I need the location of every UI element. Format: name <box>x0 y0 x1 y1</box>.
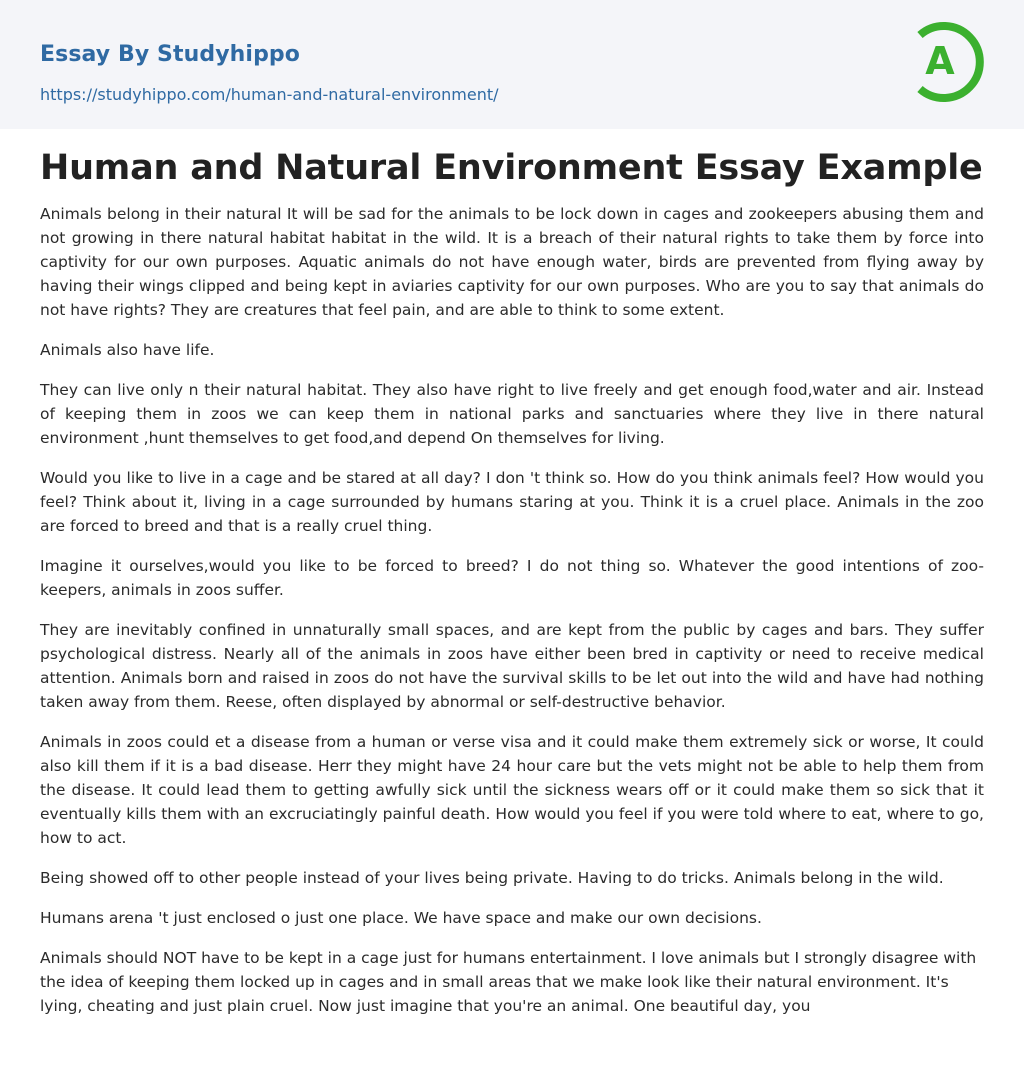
paragraph: Humans arena 't just enclosed o just one place. We have space and make our own decisions. <box>40 909 762 927</box>
paragraph: They can live only n their natural habitat. They also have right to live freely and get enough food,water and air. Instead of keeping them in zoos we can keep them in national parks and sanctuaries where they live in there natural environment ,hunt themselves to get food,and depend On themselves for living. <box>40 381 984 447</box>
site-header <box>0 0 1024 129</box>
page-title: Human and Natural Environment Essay Example <box>40 148 983 188</box>
paragraph: Animals belong in their natural It will be sad for the animals to be lock down in cages and zookeepers abusing them and not growing in there natural habitat habitat in the wild. It is a breach of their natural rights to take them by force into captivity for our own purposes. Aquatic animals do not have enough water, birds are prevented from flying away by having their wings clipped and being kept in aviaries captivity for our own purposes. Who are you to say that animals do not have rights? They are creatures that feel pain, and are able to think to some extent. <box>40 205 984 319</box>
paragraph: They are inevitably confined in unnaturally small spaces, and are kept from the public by cages and bars. They suffer psychological distress. Nearly all of the animals in zoos have either been bred in captivity or need to receive medical attention. Animals born and raised in zoos do not have the survival skills to be let out into the wild and have had nothing taken away from them. Reese, often displayed by abnormal or self-destructive behavior. <box>40 621 984 711</box>
article <box>40 140 984 1018</box>
paragraph: Being showed off to other people instead of your lives being private. Having to do tricks. Animals belong in the wild. <box>40 869 944 887</box>
paragraph: Imagine it ourselves,would you like to be forced to breed? I do not thing so. Whatever the good intentions of zoo-keepers, animals in zoos suffer. <box>40 557 984 599</box>
paragraph: Animals in zoos could et a disease from a human or verse visa and it could make them extremely sick or worse, It could also kill them if it is a bad disease. Herr they might have 24 hour care but the vets might not be able to help them from the disease. It could lead them to getting awfully sick until the sickness wears off or it could make them so sick that it eventually kills them with an excruciatingly painful death. How would you feel if you were told where to eat, where to go, how to act. <box>40 733 984 847</box>
paragraph: Animals should NOT have to be kept in a cage just for humans entertainment. I love animals but I strongly disagree with the idea of keeping them locked up in cages and in small areas that we make look like their natural environment. It's lying, cheating and just plain cruel. Now just imagine that you're an animal. One beautiful day, you <box>40 949 977 1015</box>
studyhippo-logo-icon[interactable] <box>908 17 988 107</box>
paragraph: Animals also have life. <box>40 341 215 359</box>
source-url-link[interactable]: https://studyhippo.com/human-and-natural-environment/ <box>40 85 499 104</box>
brand-title[interactable]: Essay By Studyhippo <box>40 42 300 67</box>
logo-letter: A <box>925 39 955 83</box>
paragraph: Would you like to live in a cage and be stared at all day? I don 't think so. How do you think animals feel? How would you feel? Think about it, living in a cage surrounded by humans staring at you. Think it is a cruel place. Animals in the zoo are forced to breed and that is a really cruel thing. <box>40 469 984 535</box>
